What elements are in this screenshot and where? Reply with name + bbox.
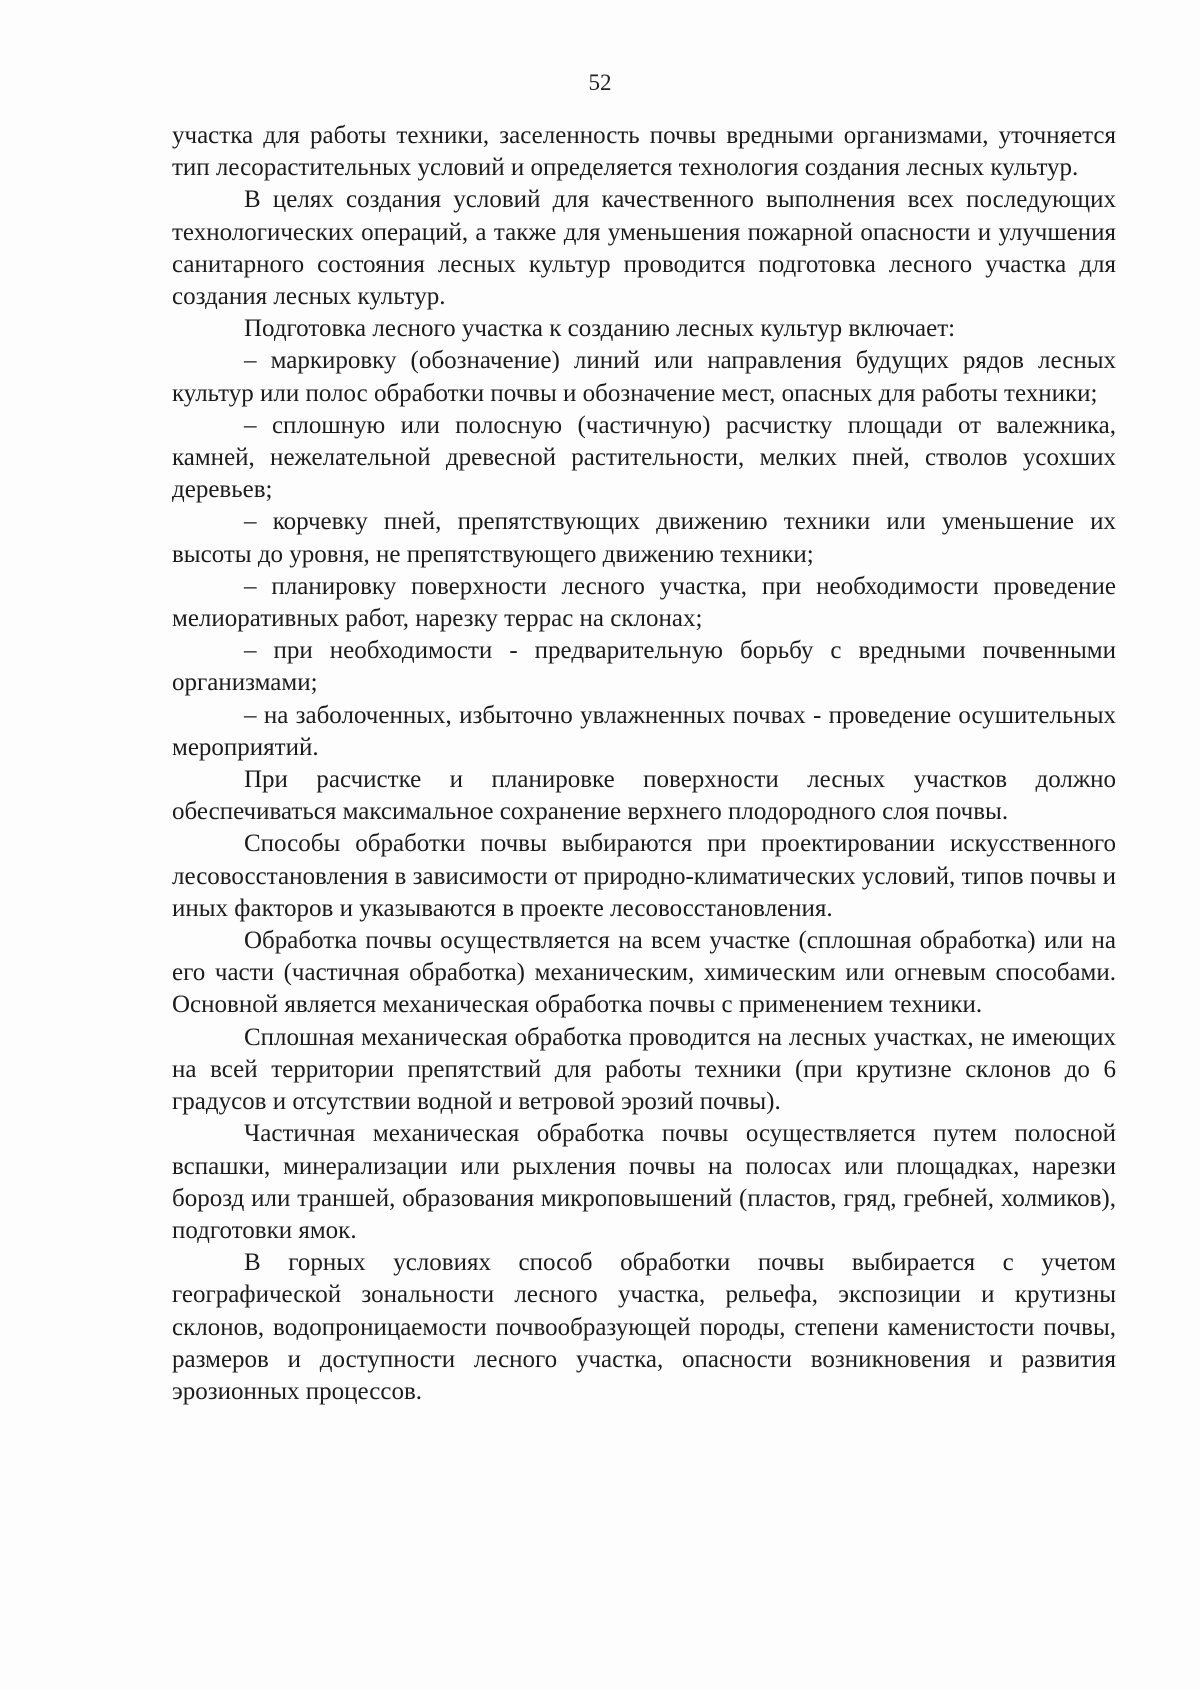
paragraph-topsoil: При расчистке и планировке поверхности лесных участков должно обеспечиваться максимальное сохранение верхнего плодородного слоя почвы. (172, 766, 1116, 826)
paragraph-processing-types: Обработка почвы осуществляется на всем участке (сплошная обработка) или на его части (частичная обработка) механическим, химическим или огневым способами. Основной является механическая обработка почвы с применением техники. (172, 927, 1116, 1019)
list-item-clearing: – сплошную или полосную (частичную) расчистку площади от валежника, камней, нежелательной древесной растительности, мелких пней, стволов усохших деревьев; (172, 411, 1116, 504)
document-body (172, 120, 1116, 1408)
paragraph-continuation: участка для работы техники, заселенность почвы вредными организмами, уточняется тип лесорастительных условий и определяется технология создания лесных культур. (172, 122, 1116, 182)
list-item-drainage: – на заболоченных, избыточно увлажненных почвах - проведение осушительных мероприятий. (172, 701, 1116, 761)
paragraph-partial-processing: Частичная механическая обработка почвы осуществляется путем полосной вспашки, минерализации или рыхления почвы на полосах или площадках, нарезки борозд или траншей, образования микроповышений (пластов, гряд, гребней, холмиков), подготовки ямок. (172, 1120, 1116, 1244)
page-number: 52 (588, 70, 612, 95)
paragraph-continuous-processing: Сплошная механическая обработка проводится на лесных участках, не имеющих на всей территории препятствий для работы техники (при крутизне склонов до 6 градусов и отсутствии водной и ветровой эрозий почвы). (172, 1023, 1116, 1116)
paragraph-methods: Способы обработки почвы выбираются при проектировании искусственного лесовосстановления в зависимости от природно-климатических условий, типов почвы и иных факторов и указываются в проекте лесовосстановления. (172, 830, 1116, 922)
paragraph-purpose: В целях создания условий для качественного выполнения всех последующих технологических операций, а также для уменьшения пожарной опасности и улучшения санитарного состояния лесных культур проводится подготовка лесного участка для создания лесных культур. (172, 186, 1116, 311)
list-item-pest-control: – при необходимости - предварительную борьбу с вредными почвенными организмами; (172, 637, 1116, 697)
paragraph-preparation-intro: Подготовка лесного участка к созданию лесных культур включает: (244, 315, 956, 343)
list-item-marking: – маркировку (обозначение) линий или направления будущих рядов лесных культур или полос обработки почвы и обозначение мест, опасных для работы техники; (172, 347, 1116, 407)
list-item-surface-leveling: – планировку поверхности лесного участка, при необходимости проведение мелиоративных работ, нарезку террас на склонах; (172, 572, 1116, 633)
paragraph-mountain-conditions: В горных условиях способ обработки почвы выбирается с учетом географической зональности лесного участка, рельефа, экспозиции и крутизны склонов, водопроницаемости почвообразующей породы, степени каменистости почвы, размеров и доступности лесного участка, опасности возникновения и развития эрозионных процессов. (172, 1249, 1116, 1405)
list-item-stump-removal: – корчевку пней, препятствующих движению техники или уменьшение их высоты до уровня, не препятствующего движению техники; (172, 508, 1116, 568)
